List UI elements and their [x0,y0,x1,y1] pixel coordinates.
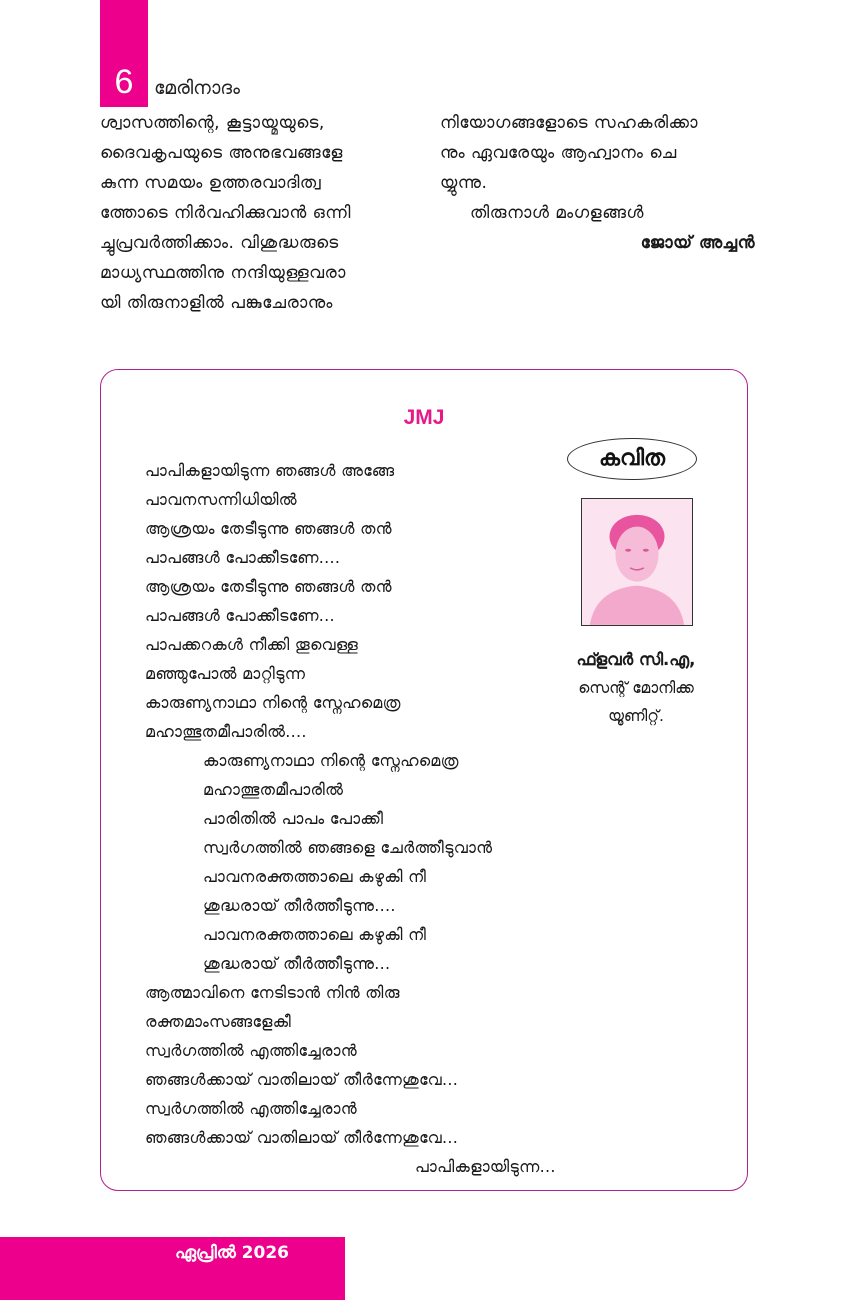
article-line: ശ്വാസത്തിന്റെ, കൂട്ടായ്മയുടെ, [100,113,325,133]
poem-box [100,369,748,1191]
poem-line: ആശ്രയം തേടീടുന്നു ഞങ്ങൾ തൻ [145,519,392,538]
article-line: ത്തോടെ നിർവഹിക്കുവാൻ ഒന്നി [100,203,351,223]
article-line: നും ഏവരേയും ആഹ്വാനം ചെ [440,143,677,163]
portrait-image [582,499,692,625]
poem-line: കാരുണ്യനാഥാ നിന്റെ സ്നേഹമെത്ര [203,751,459,770]
poem-line: സ്വർഗത്തിൽ എത്തിച്ചേരാൻ [145,1041,358,1060]
poem-line: മഞ്ഞുപോൽ മാറ്റിടുന്ന [145,664,306,683]
article-line: ദൈവകൃപയുടെ അനുഭവങ്ങളേ [100,143,343,163]
poem-line: പാപക്കറകൾ നീക്കി തൂവെള്ള [145,635,359,654]
author-photo [581,498,693,626]
poem-line: സ്വർഗത്തിൽ എത്തിച്ചേരാൻ [145,1099,358,1118]
poem-line: പാപികളായിടുന്ന ഞങ്ങൾ അങ്ങേ [145,461,395,480]
magazine-name: മേരിനാദം [154,77,241,99]
poem-line: ശുദ്ധരായ് തീർത്തീടുന്നു.... [203,896,396,915]
poem-line: മഹാത്ഭുതമീപാരിൽ [203,780,344,799]
poem-line: ആശ്രയം തേടീടുന്നു ഞങ്ങൾ തൻ [145,577,392,596]
poem-line: രക്തമാംസങ്ങളേകീ [145,1012,292,1031]
poem-heading: JMJ [403,406,445,429]
article-right-column [440,108,755,258]
article-line: കുന്ന സമയം ഉത്തരവാദിത്വ [100,173,322,193]
article-line: യ്യുന്നു. [440,173,488,193]
issue-date: ഏപ്രിൽ 2026 [175,1243,289,1263]
poem-line: സ്വർഗത്തിൽ ഞങ്ങളെ ചേർത്തീടുവാൻ [203,838,493,857]
author-credit [541,646,731,730]
poem-line: മഹാത്ഭുതമീപാരിൽ.... [145,722,307,741]
poem-line: ആത്മാവിനെ നേടിടാൻ നിൻ തിരു [145,983,400,1002]
greeting: തിരുനാൾ മംഗളങ്ങൾ [470,203,644,223]
signature: ജോയ് അച്ചൻ [640,233,755,253]
author-unit: യൂണിറ്റ്. [608,707,664,725]
poem-line: പാപങ്ങൾ പോക്കീടണേ... [145,606,335,625]
poem-closing-line: പാപികളായിടുന്ന... [415,1157,556,1176]
poem-line: കാരുണ്യനാഥാ നിന്റെ സ്നേഹമെത്ര [145,693,401,712]
poem-line: പാപങ്ങൾ പോക്കീടണേ.... [145,548,341,567]
poem-line: ശുദ്ധരായ് തീർത്തീടുന്നു... [203,954,391,973]
page-number-tab [100,0,148,107]
poem-line: ഞങ്ങൾക്കായ് വാതിലായ് തീർന്നേശുവേ... [145,1128,459,1147]
poem-line: പാരിതിൽ പാപം പോക്കീ [203,809,384,828]
author-name: ഫ്ളവർ സി.എ, [576,650,696,669]
article-line: നിയോഗങ്ങളോടെ സഹകരിക്കാ [440,113,699,133]
article-left-column [100,108,418,318]
article-line: മാധ്യസ്ഥത്തിനു നന്ദിയുള്ളവരാ [100,263,346,283]
page-number: 6 [114,63,134,101]
poem-line: ഞങ്ങൾക്കായ് വാതിലായ് തീർന്നേശുവേ... [145,1070,459,1089]
poem-line: പാവനരക്തത്താലെ കഴുകി നീ [203,925,427,944]
section-label-badge: കവിത [567,438,697,480]
poem-text [145,456,556,1181]
article-line: യി തിരുനാളിൽ പങ്കുചേരാനും [100,293,333,313]
poem-line: പാവനരക്തത്താലെ കഴുകി നീ [203,867,427,886]
footer-band [0,1237,345,1300]
poem-line: പാവനസന്നിധിയിൽ [145,490,297,509]
author-unit: സെന്റ് മോനിക്ക [578,679,694,697]
article-line: ച്ചുപ്രവർത്തിക്കാം. വിശുദ്ധരുടെ [100,233,339,253]
